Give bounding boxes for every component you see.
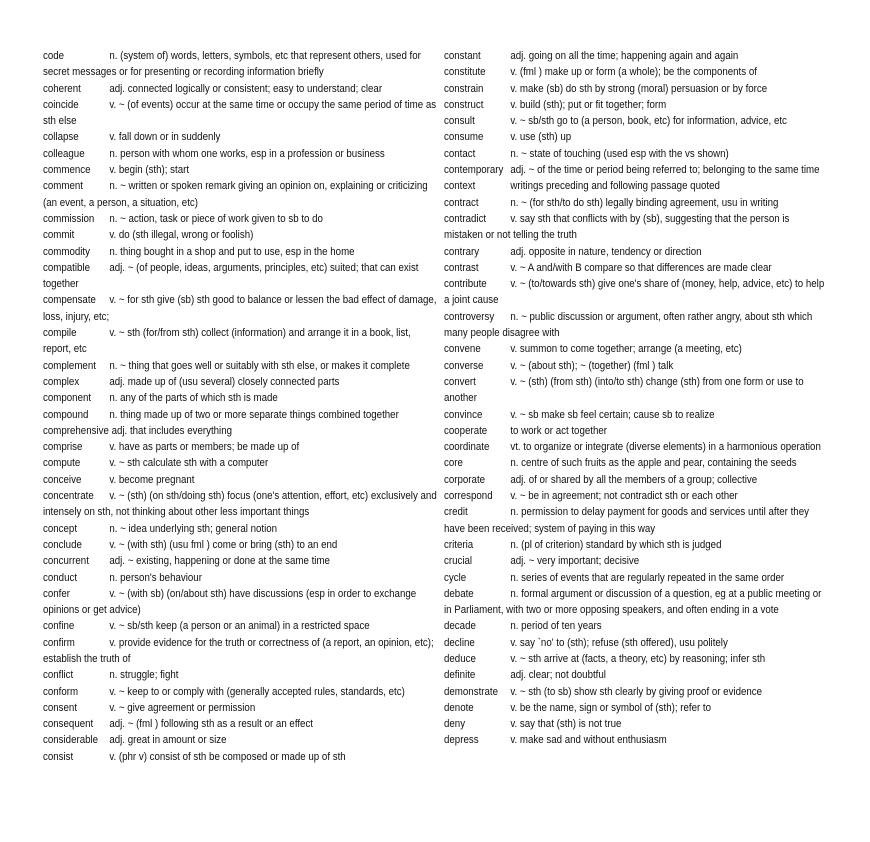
glossary-entry: [43, 716, 440, 732]
entry-term: coincide: [43, 98, 79, 111]
entry-definition: n. centre of such fruits as the apple and pear, containing the seeds: [507, 457, 797, 470]
glossary-entry: [444, 488, 827, 504]
entry-definition: adj. great in amount or size: [106, 734, 227, 747]
entry-term: conflict: [43, 669, 74, 682]
entry-definition: v. ~ (with sb) (on/about sth) have discussions (esp in order to exchange opinions or get advice): [43, 587, 417, 617]
glossary-entry: [43, 618, 440, 634]
glossary-entry: [43, 635, 440, 668]
glossary-entry: [43, 472, 440, 488]
glossary-entry: [43, 749, 440, 765]
glossary-entry: [444, 341, 827, 357]
glossary-entry: [43, 537, 440, 553]
entry-definition: v. use (sth) up: [507, 131, 572, 144]
glossary-entry: [43, 48, 440, 81]
glossary-entry: [444, 455, 827, 471]
glossary-entry: [444, 439, 827, 455]
glossary-entry: [43, 667, 440, 683]
entry-term: compile: [43, 327, 77, 340]
entry-definition: v. ~ (sth) (on sth/doing sth) focus (one's attention, effort, etc) exclusively and intensely on sth, not thinking about other less important things: [43, 490, 437, 519]
entry-term: conclude: [43, 538, 82, 551]
entry-definition: v. have as parts or members; be made up of: [106, 441, 300, 454]
glossary-entry: [43, 146, 440, 162]
entry-term: contact: [444, 147, 476, 160]
glossary-entry: [444, 618, 827, 634]
entry-term: contribute: [444, 278, 487, 291]
entry-definition: v. do (sth illegal, wrong or foolish): [106, 229, 254, 242]
entry-term: confer: [43, 587, 71, 600]
glossary-entry: [444, 716, 827, 732]
glossary-entry: [43, 439, 440, 455]
glossary-entry: [444, 129, 827, 145]
glossary-entry: [444, 700, 827, 716]
entry-term: confine: [43, 620, 75, 633]
entry-term: deduce: [444, 652, 476, 665]
entry-term: contrast: [444, 261, 479, 274]
entry-term: contradict: [444, 212, 487, 225]
glossary-entry: [444, 504, 827, 537]
entry-definition: n. any of the parts of which sth is made: [106, 392, 278, 405]
entry-term: consequent: [43, 718, 94, 731]
glossary-entry: [43, 97, 440, 130]
entry-definition: v. make sad and without enthusiasm: [507, 734, 667, 747]
glossary-entry: [43, 488, 440, 521]
entry-term: consume: [444, 131, 484, 144]
entry-term: crucial: [444, 555, 473, 568]
entry-definition: n. (pl of criterion) standard by which sth is judged: [507, 538, 722, 551]
glossary-entry: [43, 227, 440, 243]
entry-term: depress: [444, 734, 479, 747]
glossary-entry: [444, 260, 827, 276]
entry-definition: v. make (sb) do sth by strong (moral) persuasion or by force: [507, 82, 768, 95]
entry-term: coordinate: [444, 441, 490, 454]
entry-term: consult: [444, 115, 475, 128]
glossary-entry: [43, 732, 440, 748]
entry-definition: n. thing bought in a shop and put to use, esp in the home: [106, 245, 355, 258]
glossary-entry: [444, 423, 827, 439]
entry-definition: n. person with whom one works, esp in a profession or business: [106, 147, 385, 160]
glossary-entry: [444, 64, 827, 80]
entry-term: commence: [43, 164, 91, 177]
entry-term: consent: [43, 701, 78, 714]
entry-definition: v. summon to come together; arrange (a meeting, etc): [507, 343, 742, 356]
glossary-entry: [444, 570, 827, 586]
entry-definition: v. ~ A and/with B compare so that differences are made clear: [507, 261, 772, 274]
glossary-entry: [43, 684, 440, 700]
entry-definition: v. ~ sth arrive at (facts, a theory, etc) by reasoning; infer sth: [507, 652, 766, 665]
entry-definition: v. be the name, sign or symbol of (sth); refer to: [507, 701, 712, 714]
glossary-entry: [43, 81, 440, 97]
glossary-entry: [444, 684, 827, 700]
entry-term: demonstrate: [444, 685, 499, 698]
glossary-entry: [43, 178, 440, 211]
entry-definition: writings preceding and following passage quoted: [507, 180, 720, 193]
entry-definition: v. ~ sth calculate sth with a computer: [106, 457, 269, 470]
entry-term: considerable: [43, 734, 99, 747]
glossary-entry: [444, 472, 827, 488]
glossary-entry: [444, 586, 827, 619]
entry-definition: n. person's behaviour: [106, 571, 202, 584]
entry-term: commodity: [43, 245, 90, 258]
entry-definition: v. provide evidence for the truth or correctness of (a report, an opinion, etc); establish the truth of: [43, 636, 434, 665]
glossary-entry: [444, 81, 827, 97]
entry-definition: v. ~ give agreement or permission: [106, 701, 256, 714]
entry-term: comprise: [43, 441, 83, 454]
entry-term: decade: [444, 620, 476, 633]
entry-term: conceive: [43, 473, 82, 486]
glossary-entry: [444, 635, 827, 651]
entry-term: convince: [444, 408, 483, 421]
entry-definition: adj. connected logically or consistent; easy to understand; clear: [106, 82, 383, 95]
glossary-entry: [43, 586, 440, 619]
glossary-entry: [444, 537, 827, 553]
entry-term: convene: [444, 343, 481, 356]
entry-definition: n. (system of) words, letters, symbols, etc that represent others, used for secret messages or for presenting or recording information briefly: [43, 50, 421, 79]
entry-definition: v. ~ (about sth); ~ (together) (fml ) talk: [507, 359, 674, 372]
glossary-entry: [444, 162, 827, 178]
glossary-entry: [43, 553, 440, 569]
glossary-entry: [444, 309, 827, 342]
glossary-entry: [43, 325, 440, 358]
glossary-entry: [43, 211, 440, 227]
entry-definition: v. ~ sth (to sb) show sth clearly by giving proof or evidence: [507, 685, 763, 698]
entry-definition: n. struggle; fight: [106, 669, 179, 682]
entry-definition: n. thing made up of two or more separate things combined together: [106, 408, 399, 421]
entry-term: collapse: [43, 131, 79, 144]
entry-term: comprehensive: [43, 424, 109, 437]
entry-term: cooperate: [444, 424, 488, 437]
entry-definition: adj. made up of (usu several) closely connected parts: [106, 375, 340, 388]
glossary-entry: [43, 162, 440, 178]
entry-term: credit: [444, 506, 468, 519]
entry-definition: v. ~ (of events) occur at the same time or occupy the same period of time as sth else: [43, 98, 437, 128]
entry-definition: v. begin (sth); start: [106, 164, 190, 177]
glossary-entry: [43, 292, 440, 325]
entry-term: concept: [43, 522, 78, 535]
glossary-entry: [43, 455, 440, 471]
entry-definition: n. ~ action, task or piece of work given to sb to do: [106, 212, 323, 225]
entry-definition: n. ~ idea underlying sth; general notion: [106, 522, 278, 535]
entry-definition: adj. clear; not doubtful: [507, 669, 606, 682]
glossary-entry: [444, 178, 827, 194]
entry-term: controversy: [444, 310, 495, 323]
entry-term: code: [43, 50, 65, 62]
glossary-entry: [444, 211, 827, 244]
entry-definition: adj. that includes everything: [108, 424, 233, 437]
entry-definition: v. ~ (sth) (from sth) (into/to sth) change (sth) from one form or use to another: [444, 375, 804, 405]
entry-definition: n. permission to delay payment for goods and services until after they have been received; system of paying in this way: [444, 506, 809, 535]
entry-term: concentrate: [43, 490, 94, 503]
entry-definition: v. ~ keep to or comply with (generally accepted rules, standards, etc): [106, 685, 405, 698]
glossary-entry: [444, 651, 827, 667]
glossary-entry: [43, 390, 440, 406]
entry-term: converse: [444, 359, 484, 372]
entry-definition: v. ~ (to/towards sth) give one's share of (money, help, advice, etc) to help a joint cause: [444, 278, 825, 307]
entry-definition: v. ~ sb make sb feel certain; cause sb to realize: [507, 408, 715, 421]
entry-term: compensate: [43, 294, 96, 307]
entry-definition: n. ~ written or spoken remark giving an opinion on, explaining or criticizing (an event, a person, a situation, etc): [43, 180, 428, 209]
left-column: [43, 48, 440, 765]
right-column: [444, 48, 827, 749]
entry-definition: v. say `no' to (sth); refuse (sth offered), usu politely: [507, 636, 728, 649]
glossary-entry: [444, 553, 827, 569]
glossary-entry: [444, 195, 827, 211]
entry-definition: v. say sth that conflicts with by (sb), suggesting that the person is mistaken or not telling the truth: [444, 212, 790, 242]
entry-definition: v. (phr v) consist of sth be composed or made up of sth: [106, 750, 346, 763]
entry-term: construct: [444, 98, 484, 111]
entry-definition: v. (fml ) make up or form (a whole); be the components of: [507, 66, 757, 79]
entry-definition: adj. ~ very important; decisive: [507, 555, 640, 568]
glossary-entry: [444, 48, 827, 64]
entry-term: constant: [444, 50, 481, 62]
entry-term: commission: [43, 212, 95, 225]
entry-term: constrain: [444, 82, 484, 95]
entry-term: conform: [43, 685, 79, 698]
glossary-entry: [43, 260, 440, 293]
entry-definition: v. ~ sb/sth go to (a person, book, etc) for information, advice, etc: [507, 115, 787, 128]
entry-term: convert: [444, 375, 476, 388]
entry-term: compatible: [43, 261, 90, 274]
entry-term: core: [444, 457, 463, 470]
entry-definition: n. formal argument or discussion of a question, eg at a public meeting or in Parliament, with two or more opposing speakers, and often ending in a vote: [444, 587, 822, 617]
entry-definition: n. series of events that are regularly repeated in the same order: [507, 571, 785, 584]
entry-term: concurrent: [43, 555, 89, 568]
glossary-entry: [444, 358, 827, 374]
entry-term: correspond: [444, 490, 493, 503]
entry-definition: adj. going on all the time; happening again and again: [507, 50, 739, 62]
entry-term: contemporary: [444, 164, 504, 177]
entry-definition: adj. ~ (of people, ideas, arguments, principles, etc) suited; that can exist together: [43, 261, 419, 291]
entry-term: denote: [444, 701, 474, 714]
entry-definition: v. ~ be in agreement; not contradict sth or each other: [507, 490, 738, 503]
entry-term: decline: [444, 636, 475, 649]
entry-definition: v. fall down or in suddenly: [106, 131, 221, 144]
entry-term: commit: [43, 229, 75, 242]
entry-term: consist: [43, 750, 74, 763]
entry-term: coherent: [43, 82, 81, 95]
glossary-entry: [43, 244, 440, 260]
glossary-entry: [444, 732, 827, 748]
glossary-entry: [444, 407, 827, 423]
glossary-entry: [444, 374, 827, 407]
entry-definition: v. ~ sth (for/from sth) collect (information) and arrange it in a book, list, report, etc: [43, 327, 411, 356]
glossary-entry: [444, 97, 827, 113]
entry-term: complement: [43, 359, 96, 372]
entry-term: contrary: [444, 245, 480, 258]
entry-definition: adj. of or shared by all the members of a group; collective: [507, 473, 758, 486]
entry-definition: adj. ~ of the time or period being referred to; belonging to the same time: [507, 164, 820, 177]
entry-term: debate: [444, 587, 474, 600]
glossary-entry: [43, 358, 440, 374]
glossary-entry: [43, 521, 440, 537]
entry-term: compute: [43, 457, 81, 470]
entry-term: colleague: [43, 147, 85, 160]
entry-definition: v. become pregnant: [106, 473, 195, 486]
entry-definition: v. say that (sth) is not true: [507, 718, 622, 731]
entry-definition: adj. ~ (fml ) following sth as a result or an effect: [106, 718, 314, 731]
glossary-entry: [43, 407, 440, 423]
entry-definition: vt. to organize or integrate (diverse elements) in a harmonious operation: [507, 441, 821, 454]
glossary-entry: [43, 129, 440, 145]
entry-term: definite: [444, 669, 476, 682]
entry-definition: n. ~ thing that goes well or suitably with sth else, or makes it complete: [106, 359, 410, 372]
entry-definition: v. ~ (with sth) (usu fml ) come or bring (sth) to an end: [106, 538, 338, 551]
glossary-entry: [444, 276, 827, 309]
glossary-entry: [444, 667, 827, 683]
glossary-entry: [444, 113, 827, 129]
entry-definition: n. ~ (for sth/to do sth) legally binding agreement, usu in writing: [507, 196, 779, 209]
entry-term: context: [444, 180, 476, 193]
entry-definition: n. period of ten years: [507, 620, 602, 633]
entry-definition: adj. ~ existing, happening or done at the same time: [106, 555, 330, 568]
entry-term: comment: [43, 180, 83, 193]
entry-term: conduct: [43, 571, 78, 584]
entry-definition: v. ~ for sth give (sb) sth good to balance or lessen the bad effect of damage, loss, injury, etc;: [43, 294, 437, 323]
entry-definition: to work or act together: [507, 424, 608, 437]
entry-term: criteria: [444, 538, 474, 551]
glossary-entry: [444, 146, 827, 162]
entry-definition: v. build (sth); put or fit together; form: [507, 98, 667, 111]
entry-definition: n. ~ public discussion or argument, often rather angry, about sth which many people disagree with: [444, 310, 813, 340]
entry-term: contract: [444, 196, 479, 209]
entry-definition: n. ~ state of touching (used esp with the vs shown): [507, 147, 729, 160]
entry-term: complex: [43, 375, 80, 388]
entry-term: constitute: [444, 66, 486, 79]
entry-definition: adj. opposite in nature, tendency or direction: [507, 245, 702, 258]
entry-definition: v. ~ sb/sth keep (a person or an animal) in a restricted space: [106, 620, 370, 633]
glossary-entry: [444, 244, 827, 260]
glossary-entry: [43, 423, 440, 439]
entry-term: cycle: [444, 571, 467, 584]
glossary-entry: [43, 374, 440, 390]
entry-term: corporate: [444, 473, 486, 486]
entry-term: compound: [43, 408, 89, 421]
entry-term: deny: [444, 718, 466, 731]
glossary-entry: [43, 700, 440, 716]
glossary-entry: [43, 570, 440, 586]
entry-term: component: [43, 392, 92, 405]
entry-term: confirm: [43, 636, 75, 649]
